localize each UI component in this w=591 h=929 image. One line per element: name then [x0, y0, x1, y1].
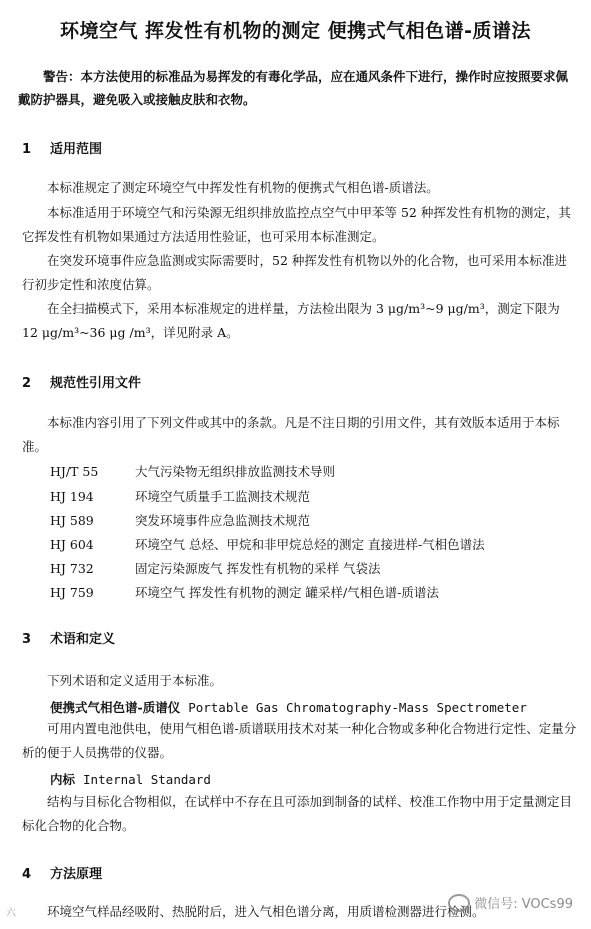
- paragraph: 本标准内容引用了下列文件或其中的条款。凡是不注日期的引用文件，其有效版本适用于本标准。: [22, 415, 560, 454]
- section-title: 术语和定义: [50, 632, 116, 647]
- reference-row: [50, 533, 485, 557]
- term-cn: 便携式气相色谱-质谱仪: [50, 700, 181, 715]
- section-number: 3: [22, 632, 32, 647]
- reference-row: [50, 509, 310, 533]
- watermark-left-text: 六: [6, 908, 16, 919]
- reference-name: 环境空气 总烃、甲烷和非甲烷总烃的测定 直接进样-气相色谱法: [135, 537, 485, 552]
- reference-name: 环境空气 挥发性有机物的测定 罐采样/气相色谱-质谱法: [135, 585, 439, 600]
- term-en: Internal Standard: [83, 772, 211, 787]
- reference-code: HJ 759: [50, 585, 94, 600]
- reference-code: HJ 589: [50, 513, 94, 528]
- paragraph: 可用内置电池供电，使用气相色谱-质谱联用技术对某一种化合物或多种化合物进行定性、定量分析的便于人员携带的仪器。: [22, 721, 577, 760]
- section-number: 1: [22, 142, 32, 157]
- reference-name: 大气污染物无组织排放监测技术导则: [135, 464, 336, 479]
- watermark: [448, 893, 573, 912]
- paragraph: 环境空气样品经吸附、热脱附后，进入气相色谱分离，用质谱检测器进行检测。: [47, 904, 485, 919]
- reference-row: [50, 581, 439, 605]
- section-number: 2: [22, 376, 32, 391]
- wechat-icon: [448, 894, 470, 912]
- reference-row: [50, 557, 380, 581]
- reference-code: HJ 732: [50, 561, 94, 576]
- term-en: Portable Gas Chromatography-Mass Spectrometer: [188, 700, 527, 715]
- term-cn: 内标: [50, 772, 76, 787]
- warning-text: 警告：本方法使用的标准品为易挥发的有毒化学品，应在通风条件下进行，操作时应按照要求佩戴防护器具，避免吸入或接触皮肤和衣物。: [18, 69, 569, 107]
- section-title: 方法原理: [50, 867, 103, 882]
- document-title: 环境空气 挥发性有机物的测定 便携式气相色谱-质谱法: [59, 20, 532, 42]
- reference-name: 固定污染源废气 挥发性有机物的采样 气袋法: [135, 561, 381, 576]
- paragraph: 本标准规定了测定环境空气中挥发性有机物的便携式气相色谱-质谱法。: [47, 180, 439, 195]
- reference-code: HJ/T 55: [50, 464, 99, 479]
- reference-row: [50, 460, 335, 484]
- paragraph: 下列术语和定义适用于本标准。: [47, 673, 223, 688]
- paragraph: 本标准适用于环境空气和污染源无组织排放监控点空气中甲苯等 52 种挥发性有机物的测定，其它挥发性有机物如果通过方法适用性验证，也可采用本标准测定。: [22, 205, 571, 244]
- reference-name: 突发环境事件应急监测技术规范: [135, 513, 311, 528]
- reference-name: 环境空气质量手工监测技术规范: [135, 489, 311, 504]
- section-3-heading: [22, 628, 115, 647]
- reference-row: [50, 485, 310, 509]
- paragraph: 在全扫描模式下，采用本标准规定的进样量，方法检出限为 3 μg/m³~9 μg/m³，测定下限为 12 μg/m³~36 μg /m³，详见附录 A。: [22, 301, 560, 340]
- watermark-text: 微信号: VOCs99: [474, 897, 573, 912]
- term-heading: [50, 698, 527, 716]
- reference-code: HJ 604: [50, 537, 94, 552]
- section-number: 4: [22, 867, 32, 882]
- section-4-heading: [22, 863, 102, 882]
- section-2-heading: [22, 372, 141, 391]
- reference-code: HJ 194: [50, 489, 94, 504]
- term-heading: [50, 770, 211, 788]
- section-title: 规范性引用文件: [50, 376, 142, 391]
- paragraph: 结构与目标化合物相似，在试样中不存在且可添加到制备的试样、校准工作物中用于定量测定目标化合物的化合物。: [22, 794, 573, 833]
- section-title: 适用范围: [50, 142, 103, 157]
- section-1-heading: [22, 138, 102, 157]
- paragraph: 在突发环境事件应急监测或实际需要时，52 种挥发性有机物以外的化合物，也可采用本标准进行初步定性和浓度估算。: [22, 253, 567, 292]
